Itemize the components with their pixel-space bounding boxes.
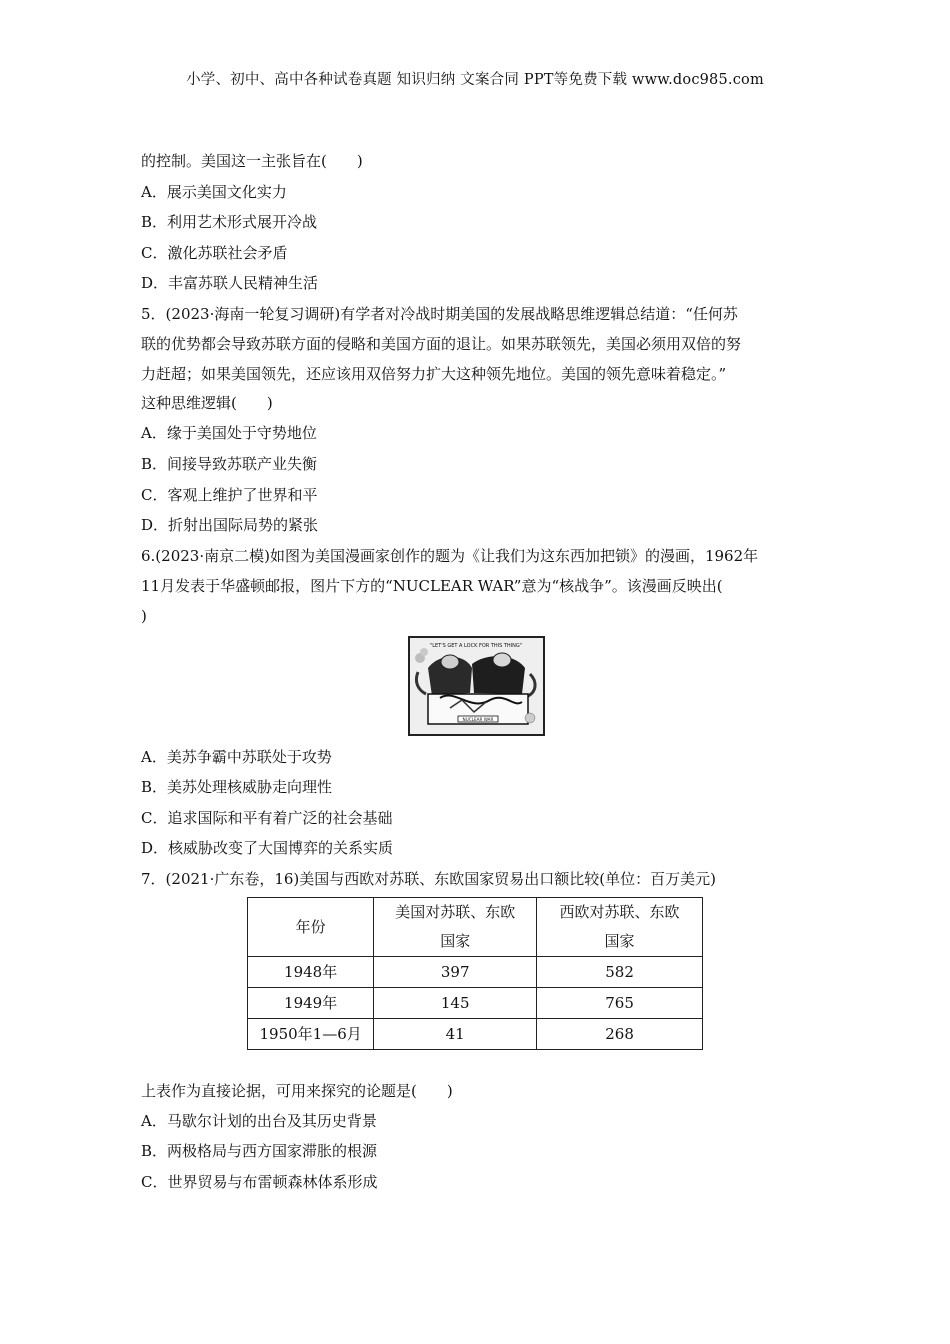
header-west-europe: 西欧对苏联、东欧国家 — [537, 898, 703, 957]
cell-year: 1949年 — [248, 988, 374, 1019]
table-header-row — [248, 898, 703, 957]
q4-option-b: B．利用艺术形式展开冷战 — [141, 213, 318, 231]
q5-stem-line-4: 这种思维逻辑( ) — [141, 394, 273, 412]
cell-year: 1948年 — [248, 957, 374, 988]
q7-question: 上表作为直接论据，可用来探究的论题是( ) — [141, 1082, 453, 1100]
cartoon-caption: "LET'S GET A LOCK FOR THIS THING" — [429, 643, 523, 649]
page-header: 小学、初中、高中各种试卷真题 知识归纳 文案合同 PPT等免费下载 www.doc985.com — [186, 72, 764, 88]
q6-stem-line-1: 6.(2023·南京二模)如图为美国漫画家创作的题为《让我们为这东西加把锁》的漫画，1962年 — [141, 547, 759, 565]
q5-option-c: C．客观上维护了世界和平 — [141, 486, 318, 504]
cell-us: 41 — [374, 1019, 537, 1050]
cell-west-europe: 765 — [537, 988, 703, 1019]
table-row — [248, 1019, 703, 1050]
q4-stem-tail: 的控制。美国这一主张旨在( ) — [141, 152, 363, 170]
cell-west-europe: 268 — [537, 1019, 703, 1050]
nuclear-war-cartoon — [408, 636, 545, 736]
table-row — [248, 988, 703, 1019]
table-row — [248, 957, 703, 988]
q7-option-c: C．世界贸易与布雷顿森林体系形成 — [141, 1173, 378, 1191]
q5-stem-line-2: 联的优势都会导致苏联方面的侵略和美国方面的退让。如果苏联领先，美国必须用双倍的努 — [141, 335, 742, 353]
header-year: 年份 — [248, 898, 374, 957]
q6-option-a: A．美苏争霸中苏联处于攻势 — [141, 748, 332, 766]
q5-stem-line-3: 力赶超；如果美国领先，还应该用双倍努力扩大这种领先地位。美国的领先意味着稳定。” — [141, 365, 727, 383]
trade-export-table — [247, 897, 703, 1050]
q6-stem-line-2: 11月发表于华盛顿邮报，图片下方的“NUCLEAR WAR”意为“核战争”。该漫画反映出( — [141, 577, 723, 595]
cell-us: 145 — [374, 988, 537, 1019]
q6-stem-line-3: ) — [141, 607, 147, 625]
cell-year: 1950年1—6月 — [248, 1019, 374, 1050]
q4-option-a: A．展示美国文化实力 — [141, 183, 287, 201]
header-us: 美国对苏联、东欧国家 — [374, 898, 537, 957]
q5-option-b: B．间接导致苏联产业失衡 — [141, 455, 318, 473]
q4-option-d: D．丰富苏联人民精神生活 — [141, 274, 319, 292]
q5-option-a: A．缘于美国处于守势地位 — [141, 424, 317, 442]
q5-option-d: D．折射出国际局势的紧张 — [141, 516, 319, 534]
q6-option-d: D．核威胁改变了大国博弈的关系实质 — [141, 839, 394, 857]
cell-west-europe: 582 — [537, 957, 703, 988]
q7-option-a: A．马歇尔计划的出台及其历史背景 — [141, 1112, 377, 1130]
q6-option-b: B．美苏处理核威胁走向理性 — [141, 778, 333, 796]
q5-stem-line-1: 5．(2023·海南一轮复习调研)有学者对冷战时期美国的发展战略思维逻辑总结道：“任何苏 — [141, 305, 738, 323]
cell-us: 397 — [374, 957, 537, 988]
cartoon-label: NUCLEAR WAR — [462, 717, 494, 722]
q7-option-b: B．两极格局与西方国家滞胀的根源 — [141, 1142, 378, 1160]
q4-option-c: C．激化苏联社会矛盾 — [141, 244, 288, 262]
q6-option-c: C．追求国际和平有着广泛的社会基础 — [141, 809, 393, 827]
q7-title: 7．(2021·广东卷，16)美国与西欧对苏联、东欧国家贸易出口额比较(单位：百万美元) — [141, 870, 716, 888]
